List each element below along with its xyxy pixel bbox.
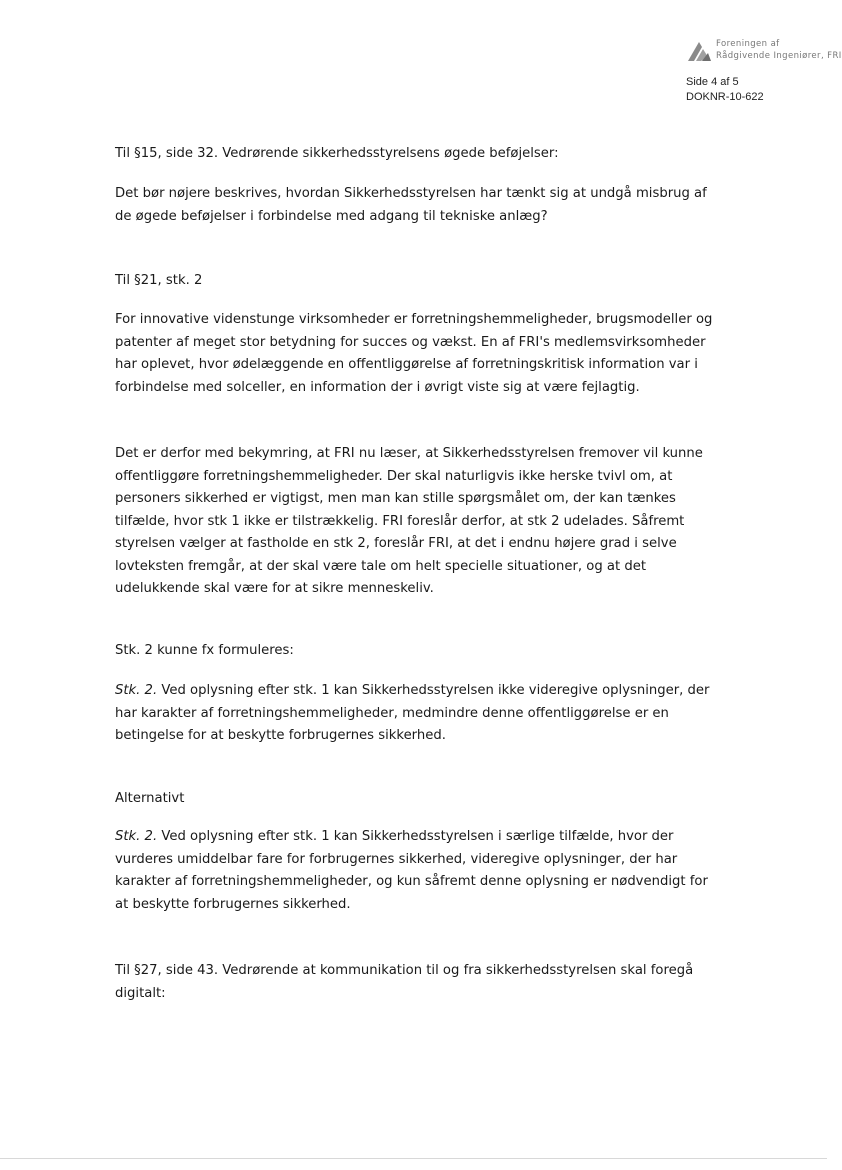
proposed-wording-2 (115, 826, 708, 916)
paragraph-trade-secrets (115, 309, 713, 399)
section-heading-21 (115, 270, 695, 293)
text-line: Stk. 2 kunne fx formuleres: (115, 643, 294, 658)
text-line: at beskytte forbrugernes sikkerhed. (115, 896, 351, 912)
section-heading-27 (115, 960, 695, 1005)
text-line: Det bør nøjere beskrives, hvordan Sikkerhedsstyrelsen har tænkt sig at undgå misbrug af (115, 186, 707, 201)
formulation-intro (115, 640, 695, 663)
text-line: personers sikkerhed er vigtigst, men man kan stille spørgsmålet om, der kan tænkes (115, 491, 676, 506)
logo-line-1: Foreningen af (716, 39, 780, 49)
text-run: Ved oplysning efter stk. 1 kan Sikkerhedsstyrelsen i særlige tilfælde, hvor der (157, 829, 674, 844)
text-line: styrelsen vælger at fastholde en stk 2, foreslår FRI, at det i endnu højere grad i selve (115, 536, 677, 551)
paragraph-misuse-question (115, 183, 707, 228)
logo-line-2: Rådgivende Ingeniører, FRI (716, 51, 842, 61)
text-line: de øgede beføjelser i forbindelse med adgang til tekniske anlæg? (115, 208, 548, 224)
text-line: For innovative videnstunge virksomheder er forretningshemmeligheder, brugsmodeller og (115, 312, 713, 327)
text-line: Det er derfor med bekymring, at FRI nu læser, at Sikkerhedsstyrelsen fremover vil kunne (115, 446, 703, 461)
text-line: forbindelse med solceller, en information der i øvrigt viste sig at være fejlagtig. (115, 379, 640, 395)
text-line (115, 826, 695, 849)
paragraph-concern (115, 443, 703, 601)
text-line: patenter af meget stor betydning for succes og vækst. En af FRI's medlemsvirksomheder (115, 334, 706, 350)
text-line: Til §21, stk. 2 (115, 273, 203, 288)
stk-lead: Stk. 2. (115, 829, 158, 844)
proposed-wording-1 (115, 680, 710, 748)
text-line: lovteksten fremgår, at der skal være tale om helt specielle situationer, og at det (115, 558, 646, 574)
logo-text (716, 38, 842, 62)
organization-logo (686, 38, 842, 68)
section-heading-15 (115, 143, 695, 166)
text-line: vurderes umiddelbar fare for forbrugernes sikkerhed, videregive oplysninger, der har (115, 851, 678, 867)
text-line: Til §27, side 43. Vedrørende at kommunikation til og fra sikkerhedsstyrelsen skal foregå (115, 963, 694, 978)
stk-lead: Stk. 2. (115, 683, 158, 698)
text-line: digitalt: (115, 985, 166, 1001)
scan-edge-divider (0, 1158, 827, 1159)
page-number: Side 4 af 5 (686, 76, 739, 88)
text-line: udelukkende skal være for at sikre menneskeliv. (115, 581, 434, 596)
text-line: tilfælde, hvor stk 1 ikke er tilstrækkelig. FRI foreslår derfor, at stk 2 udelades. Såfremt (115, 513, 685, 529)
text-line: karakter af forretningshemmeligheder, og kun såfremt denne oplysning er nødvendigt for (115, 874, 708, 889)
text-line: Til §15, side 32. Vedrørende sikkerhedsstyrelsens øgede beføjelser: (115, 146, 559, 161)
text-run: Ved oplysning efter stk. 1 kan Sikkerhedsstyrelsen ikke videregive oplysninger, der (157, 683, 710, 698)
fri-triangle-logo-icon (686, 40, 712, 62)
text-line: Alternativt (115, 791, 185, 806)
document-number: DOKNR-10-622 (686, 91, 764, 103)
document-meta (686, 75, 764, 105)
text-line: offentliggøre forretningshemmeligheder. Der skal naturligvis ikke herske tvivl om, at (115, 468, 673, 484)
text-line: betingelse for at beskytte forbrugernes sikkerhed. (115, 728, 446, 743)
text-line (115, 680, 710, 703)
alternative-heading (115, 788, 695, 811)
text-line: har oplevet, hvor ødelæggende en offentliggørelse af forretningskritisk information var i (115, 357, 698, 372)
text-line: har karakter af forretningshemmeligheder, medmindre denne offentliggørelse er en (115, 705, 669, 721)
